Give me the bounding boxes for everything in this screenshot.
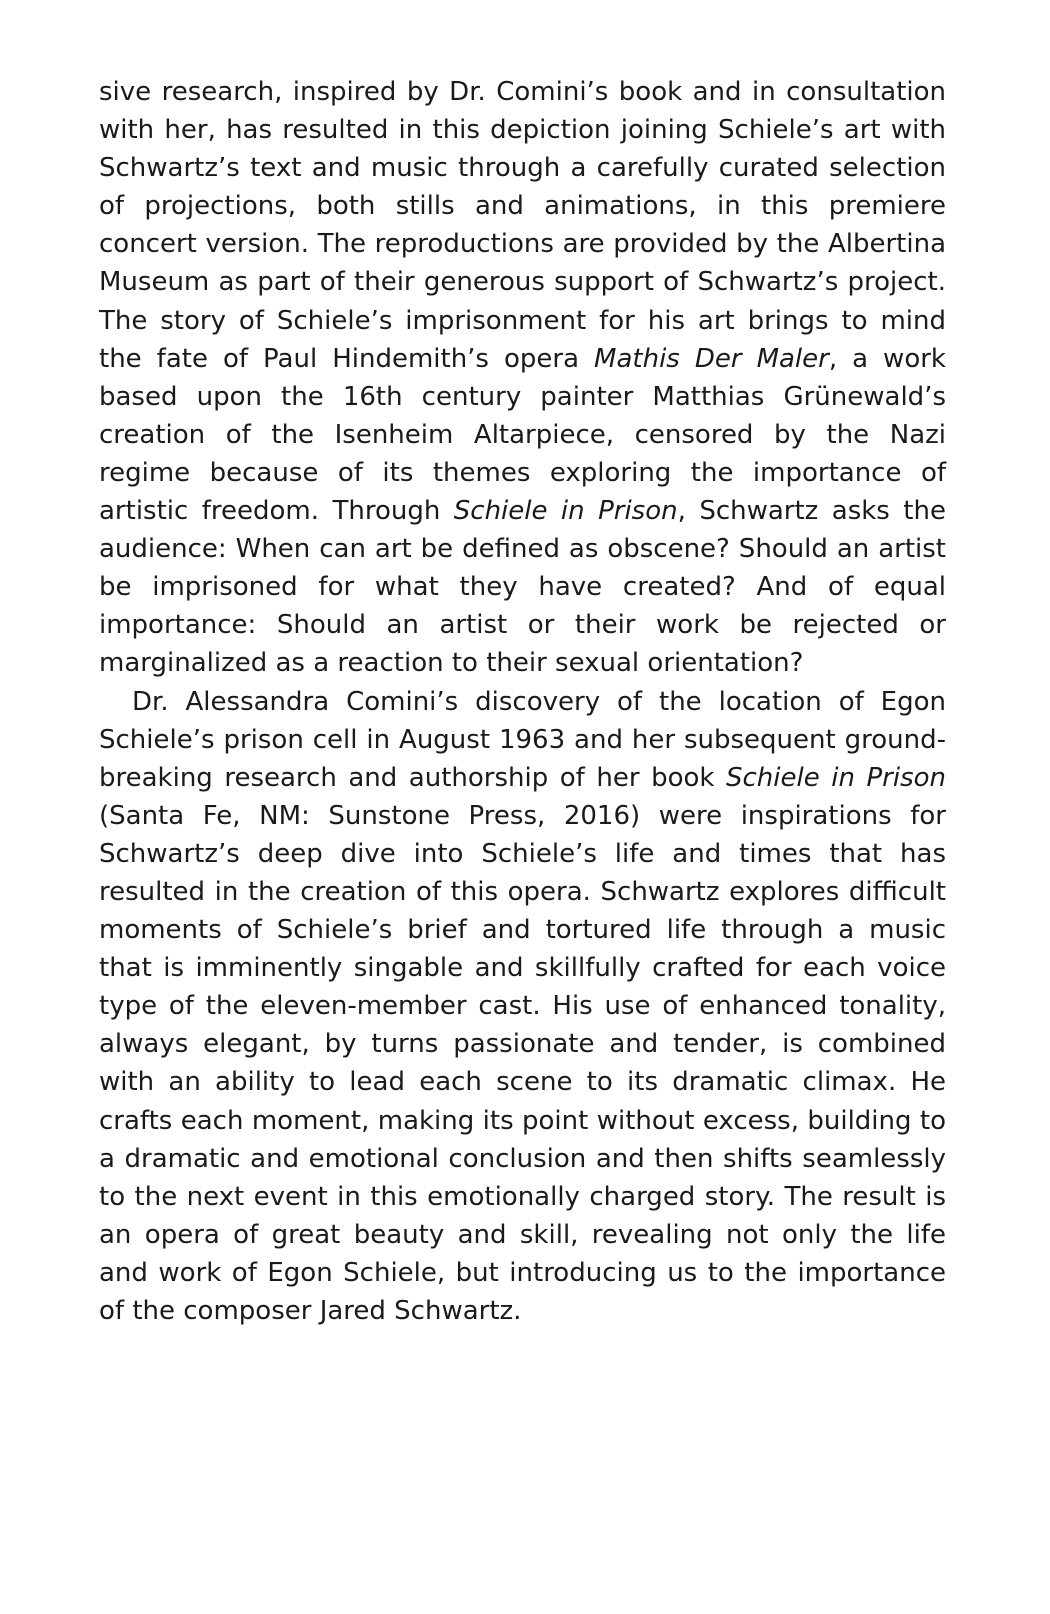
paragraph-text: (Santa Fe, NM: Sunstone Press, 2016) were inspirations for Schwartz’s deep dive into Schiele’s life and times that has resulted in the creation of this opera. Schwartz explores difficult moments of Schiele’s brief and tortured life through a music that is imminently singable and skillfully crafted for each voice type of the eleven-member cast. His use of enhanced tonality, always elegant, by turns passionate and tender, is combined with an ability to lead each scene to its dramatic climax. He crafts each moment, making its point without excess, building to a dramatic and emotional conclusion and then shifts seamlessly to the next event in this emotionally charged story. The result is an opera of great beauty and skill, revealing not only the life and work of Egon Schiele, but introducing us to the importance of the composer Jared Schwartz.: [99, 800, 946, 1326]
document-page: [99, 73, 946, 1330]
paragraph-text: Dr. Alessandra Comini’s discovery of the location of Egon Schiele’s prison cell in August 1963 and her subsequent ground-breaking research and authorship of her book: [99, 686, 946, 793]
book-title-italic: Schiele in Prison: [725, 762, 946, 793]
paragraph-text: sive research, inspired by Dr. Comini’s book and in consultation with her, has resulted in this depiction joining Schiele’s art with Schwartz’s text and music through a carefully curated selection of projections, both stills and animations, in this premiere concert version. The reproductions are provided by the Albertina Museum as part of their generous support of Schwartz’s project. The story of Schiele’s imprisonment for his art brings to mind the fate of Paul Hindemith’s opera: [99, 77, 946, 374]
body-paragraph-2: [99, 683, 946, 1331]
work-title-italic: Schiele in Prison: [453, 496, 678, 527]
opera-title-italic: Mathis Der Maler: [594, 343, 829, 374]
paragraph-text: , Schwartz asks the audience: When can art be defined as obscene? Should an artist be imprisoned for what they have created? And of equal importance: Should an artist or their work be rejected or marginalized as a reaction to their sexual orientation?: [99, 496, 946, 679]
body-paragraph-1: [99, 73, 946, 683]
paragraph-text: , a work based upon the 16th century painter Matthias Grünewald’s creation of the Isenheim Altarpiece, censored by the Nazi regime because of its themes exploring the importance of artistic freedom. Through: [99, 343, 946, 527]
